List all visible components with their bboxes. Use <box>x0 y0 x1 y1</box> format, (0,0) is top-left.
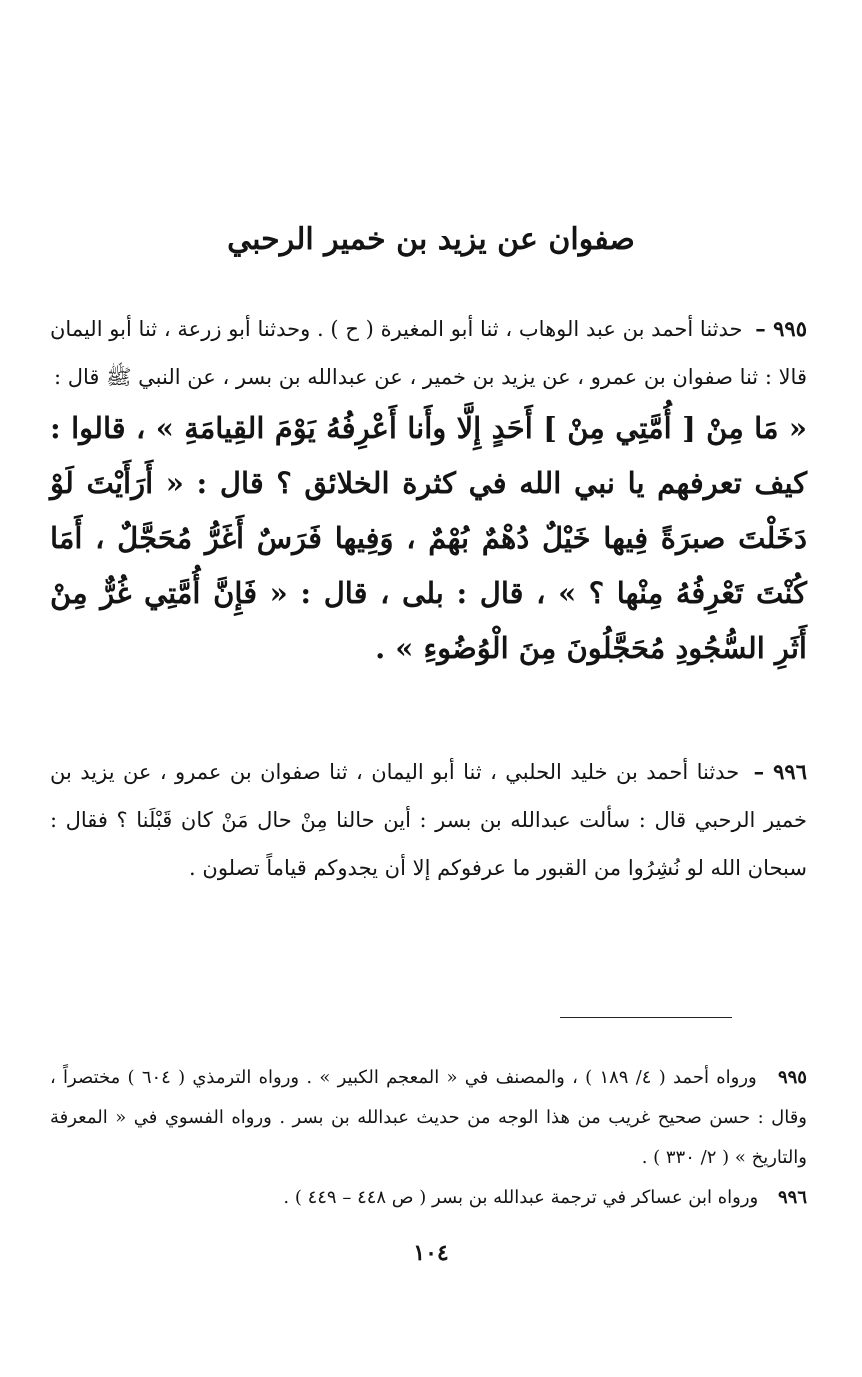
hadith-number: ٩٩٥ – <box>755 316 807 341</box>
hadith-isnad-text: حدثنا أحمد بن عبد الوهاب ، ثنا أبو المغيرة ( ح ) . وحدثنا أبو زرعة ، ثنا أبو اليمان قالا : ثنا صفوان بن عمرو ، عن يزيد بن خمير ، عن عبدالله بن بسر ، عن النبي ﷺ قال : <box>50 317 807 389</box>
footnote-text: ورواه ابن عساكر في ترجمة عبدالله بن بسر ( ص ٤٤٨ – ٤٤٩ ) . <box>283 1187 759 1208</box>
hadith-text: حدثنا أحمد بن خليد الحلبي ، ثنا أبو اليمان ، ثنا صفوان بن عمرو ، عن يزيد بن خمير الرحبي قال : سألت عبدالله بن بسر : أين حالنا مِنْ حال مَنْ كان قَبْلَنا ؟ فقال : سبحان الله لو نُشِرُوا من القبور ما عرفوكم إلا أن يجدوكم قياماً تصلون . <box>50 760 807 880</box>
hadith-995 <box>50 305 807 676</box>
hadith-996-text <box>50 748 807 892</box>
chapter-title: صفوان عن يزيد بن خمير الرحبي <box>227 222 635 257</box>
footnote-number: ٩٩٦ <box>777 1187 807 1208</box>
hadith-number: ٩٩٦ – <box>753 759 807 784</box>
footnote-995 <box>50 1058 807 1178</box>
footnotes <box>50 1058 807 1218</box>
page-number: ١٠٤ <box>413 1240 449 1266</box>
hadith-995-isnad <box>50 305 807 401</box>
footnote-996 <box>50 1178 807 1218</box>
footnote-text: ورواه أحمد ( ٤/ ١٨٩ ) ، والمصنف في « المعجم الكبير » . ورواه الترمذي ( ٦٠٤ ) مختصراً ، وقال : حسن صحيح غريب من هذا الوجه من حديث عبدالله بن بسر . ورواه الفسوي في « المعرفة والتاريخ » ( ٢/ ٣٣٠ ) . <box>50 1067 807 1168</box>
footnote-separator <box>560 1017 732 1018</box>
footnote-number: ٩٩٥ <box>777 1067 807 1088</box>
hadith-996 <box>50 748 807 892</box>
hadith-995-matn: « مَا مِنْ [ أُمَّتِي مِنْ ] أَحَدٍ إِلَّا وأَنا أَعْرِفُهُ يَوْمَ القِيامَةِ » ، قالوا : كيف تعرفهم يا نبي الله في كثرة الخلائق ؟ قال : « أَرَأَيْتَ لَوْ دَخَلْتَ صبرَةً فِيها خَيْلٌ دُهْمٌ بُهْمٌ ، وَفِيها فَرَسٌ أَغَرُّ مُحَجَّلٌ ، أَمَا كُنْتَ تَعْرِفُهُ مِنْها ؟ » ، قال : بلى ، قال : « فَإِنَّ أُمَّتِي غُرٌّ مِنْ أَثَرِ السُّجُودِ مُحَجَّلُونَ مِنَ الْوُضُوءِ » . <box>50 411 807 665</box>
